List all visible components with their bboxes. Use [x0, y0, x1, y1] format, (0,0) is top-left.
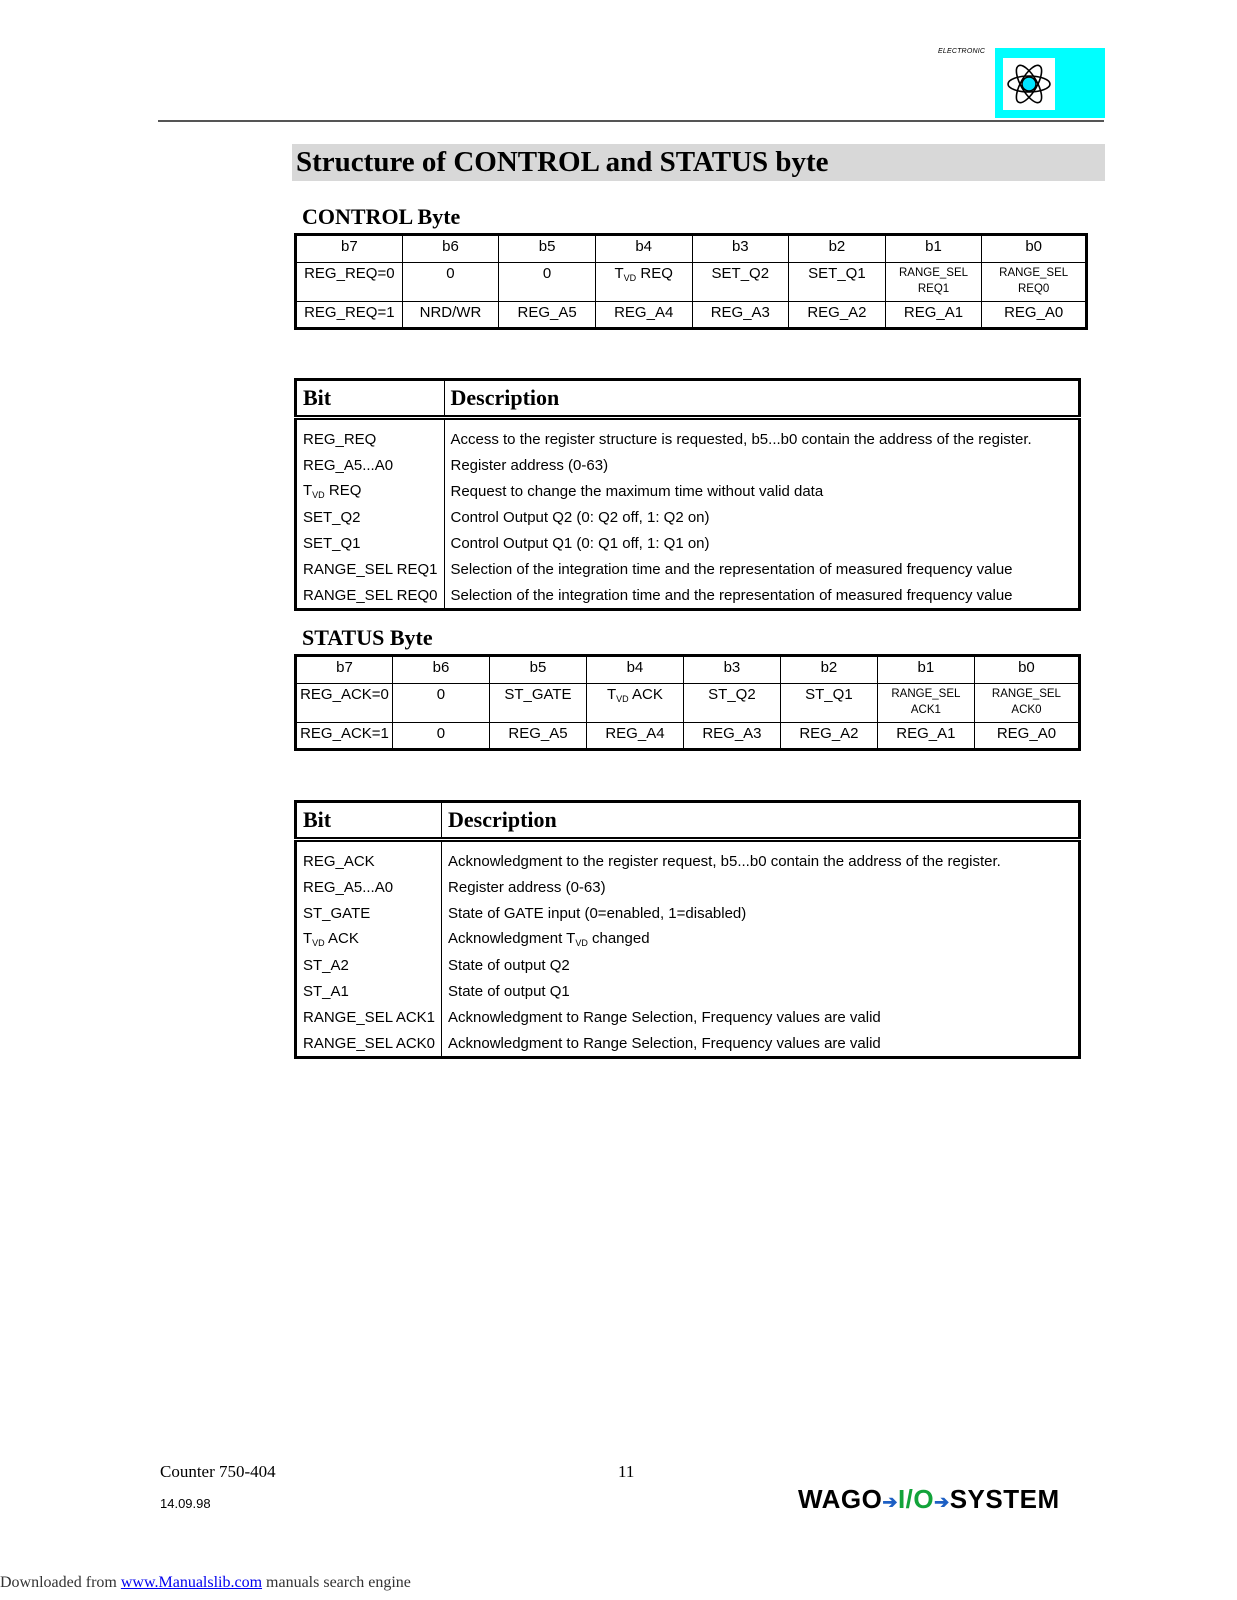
col-header: b3 [692, 235, 789, 263]
bit-name: SET_Q1 [296, 530, 445, 556]
table-cell: RANGE_SEL ACK1 [877, 684, 974, 723]
brand-wago: WAGO [798, 1484, 883, 1514]
bit-name: REG_A5...A0 [296, 874, 442, 900]
bit-name: SET_Q2 [296, 504, 445, 530]
bit-description: State of output Q1 [448, 982, 570, 1000]
table-cell: REG_A4 [586, 723, 683, 750]
bit-name: RANGE_SEL ACK1 [296, 1004, 442, 1030]
download-suffix: manuals search engine [262, 1574, 411, 1591]
table-cell: NRD/WR [402, 302, 499, 329]
col-header: b4 [586, 656, 683, 684]
footer-date: 14.09.98 [160, 1496, 211, 1511]
col-header: b6 [402, 235, 499, 263]
col-header: b5 [499, 235, 596, 263]
table-cell: RANGE_SEL ACK0 [974, 684, 1079, 723]
table-cell: REG_A1 [877, 723, 974, 750]
bit-description: Register address (0-63) [450, 456, 609, 474]
status-byte-table [294, 654, 1081, 751]
table-cell: REG_REQ=1 [296, 302, 403, 329]
table-cell: REG_A0 [982, 302, 1087, 329]
col-header: b1 [877, 656, 974, 684]
bit-name: RANGE_SEL REQ1 [296, 556, 445, 582]
desc-header-bit: Bit [296, 802, 442, 840]
control-description-table [294, 378, 1081, 611]
desc-header-bit: Bit [296, 380, 445, 418]
page-number: 11 [618, 1462, 635, 1481]
table-cell: 0 [499, 263, 596, 302]
bit-description: State of output Q2 [448, 956, 570, 974]
table-cell: REG_A4 [595, 302, 692, 329]
table-cell: 0 [392, 723, 489, 750]
title-bar [292, 144, 1105, 181]
footer-document-name: Counter 750-404 [160, 1462, 276, 1481]
table-cell: SET_Q2 [692, 263, 789, 302]
bit-name: $T_{VD}$ REQ [296, 478, 445, 504]
desc-header-description: Description [444, 380, 1080, 418]
status-heading: STATUS Byte [302, 625, 433, 650]
table-cell: REG_ACK=1 [296, 723, 393, 750]
status-description-table [294, 800, 1081, 1059]
col-header: b0 [974, 656, 1079, 684]
bit-name: ST_GATE [296, 900, 442, 926]
table-cell: REG_A5 [489, 723, 586, 750]
bit-description: State of GATE input (0=enabled, 1=disabled) [448, 904, 747, 922]
col-header: b7 [296, 656, 393, 684]
table-cell: 0 [392, 684, 489, 723]
bit-description: Acknowledgment to the register request, b5...b0 contain the address of the register. [448, 852, 1001, 870]
download-prefix: Downloaded from [0, 1574, 121, 1591]
table-cell: REG_REQ=0 [296, 263, 403, 302]
control-byte-table [294, 233, 1088, 330]
bit-name: ST_A2 [296, 952, 442, 978]
wago-io-system-logo [798, 1484, 1060, 1515]
header-divider [158, 120, 1104, 122]
bit-name: $T_{VD}$ ACK [296, 926, 442, 952]
brand-io: I/O [897, 1484, 935, 1514]
table-cell: ST_Q1 [780, 684, 877, 723]
table-cell: REG_ACK=0 [296, 684, 393, 723]
table-cell: REG_A3 [692, 302, 789, 329]
bit-description: Selection of the integration time and the representation of measured frequency value [450, 586, 1013, 604]
table-cell: RANGE_SEL REQ1 [885, 263, 982, 302]
col-header: b6 [392, 656, 489, 684]
col-header: b2 [780, 656, 877, 684]
col-header: b3 [683, 656, 780, 684]
bit-name: REG_A5...A0 [296, 452, 445, 478]
table-cell: ST_Q2 [683, 684, 780, 723]
logo [995, 48, 1105, 118]
page-title: Structure of CONTROL and STATUS byte [296, 146, 829, 178]
table-cell: 0 [402, 263, 499, 302]
col-header: b4 [595, 235, 692, 263]
bit-description: Access to the register structure is requested, b5...b0 contain the address of the register. [450, 430, 1032, 448]
bit-name: REG_REQ [296, 418, 445, 453]
arrow-right-icon: ➔ [934, 1492, 950, 1512]
bit-description: Acknowledgment to Range Selection, Frequency values are valid [448, 1034, 881, 1052]
table-cell: $T_{VD}$ ACK [586, 684, 683, 723]
table-cell: ST_GATE [489, 684, 586, 723]
bit-description: Register address (0-63) [448, 878, 606, 896]
table-cell: REG_A1 [885, 302, 982, 329]
bit-description: Control Output Q2 (0: Q2 off, 1: Q2 on) [450, 508, 710, 526]
col-header: b0 [982, 235, 1087, 263]
bit-name: RANGE_SEL REQ0 [296, 582, 445, 610]
logo-caption: ELECTRONIC [938, 48, 986, 55]
table-cell: REG_A2 [780, 723, 877, 750]
table-cell: SET_Q1 [789, 263, 886, 302]
bit-description: Request to change the maximum time without valid data [450, 482, 824, 500]
col-header: b5 [489, 656, 586, 684]
bit-description: Acknowledgment to Range Selection, Frequency values are valid [448, 1008, 881, 1026]
col-header: b7 [296, 235, 403, 263]
table-cell: REG_A2 [789, 302, 886, 329]
desc-header-description: Description [442, 802, 1080, 840]
brand-system: SYSTEM [949, 1484, 1060, 1514]
bit-name: ST_A1 [296, 978, 442, 1004]
table-cell: REG_A5 [499, 302, 596, 329]
download-notice [0, 1574, 411, 1592]
arrow-right-icon: ➔ [882, 1492, 898, 1512]
table-cell: REG_A0 [974, 723, 1079, 750]
col-header: b2 [789, 235, 886, 263]
bit-description: Control Output Q1 (0: Q1 off, 1: Q1 on) [450, 534, 710, 552]
bit-name: REG_ACK [296, 840, 442, 875]
table-cell: REG_A3 [683, 723, 780, 750]
bit-description: Acknowledgment $T_{VD}$ changed [448, 930, 650, 948]
atom-icon [1003, 58, 1055, 110]
bit-description: Selection of the integration time and the representation of measured frequency value [450, 560, 1013, 578]
col-header: b1 [885, 235, 982, 263]
table-cell: $T_{VD}$ REQ [595, 263, 692, 302]
manualslib-link[interactable]: www.Manualslib.com [120, 1574, 263, 1591]
table-cell: RANGE_SEL REQ0 [982, 263, 1087, 302]
control-heading: CONTROL Byte [302, 204, 461, 229]
bit-name: RANGE_SEL ACK0 [296, 1030, 442, 1058]
